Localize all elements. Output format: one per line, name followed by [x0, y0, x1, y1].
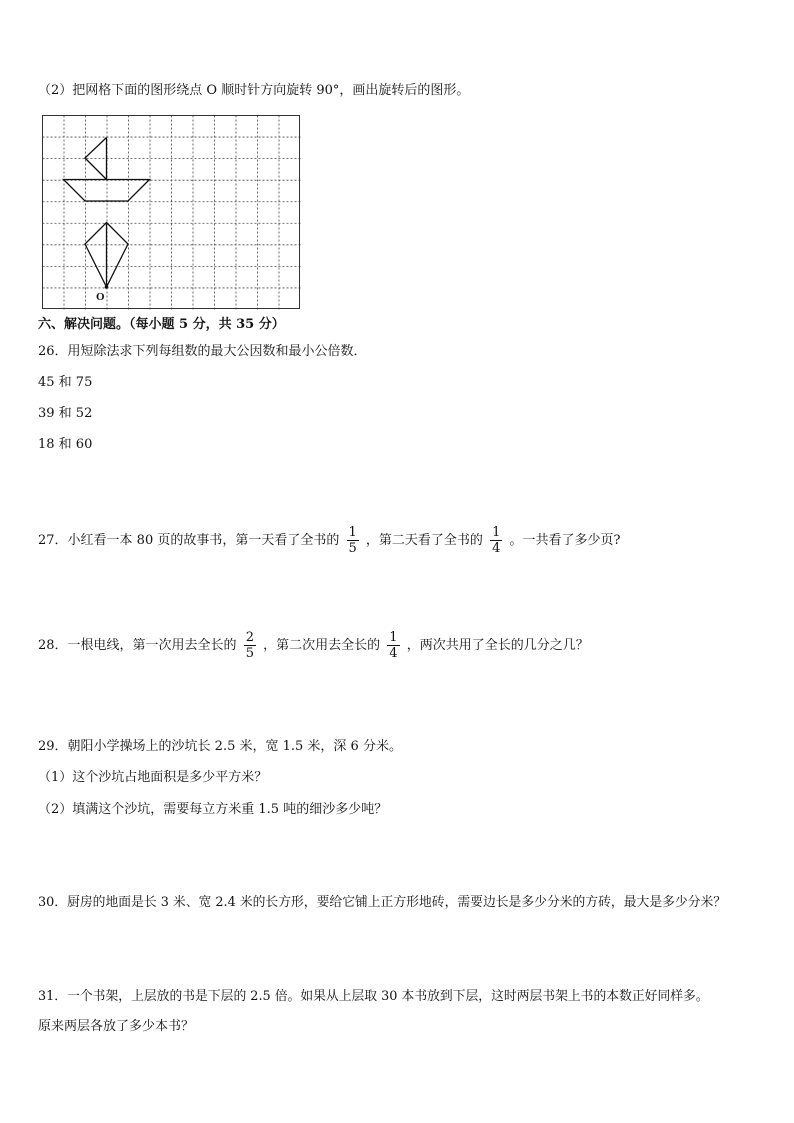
q27-part1: 27．小红看一本 80 页的故事书，第一天看了全书的 [38, 533, 340, 548]
q28-fraction-2 [387, 630, 399, 661]
q27-frac2-denominator: 4 [492, 541, 501, 556]
q28-frac2-denominator: 4 [389, 646, 398, 661]
q25-part2-text: （2）把网格下面的图形绕点 O 顺时针方向旋转 90°，画出旋转后的图形。 [38, 83, 470, 98]
q26-text: 26．用短除法求下列每组数的最大公因数和最小公倍数． [38, 344, 367, 359]
q28-fraction-1 [244, 630, 256, 661]
q27-question [38, 525, 620, 556]
q28-frac1-denominator: 5 [245, 646, 254, 661]
figure-kite [85, 223, 128, 288]
q28-frac1-numerator: 2 [245, 630, 254, 645]
q29-sub1: （1）这个沙坑占地面积是多少平方米？ [38, 770, 268, 785]
q28-part3: ，两次共用了全长的几分之几？ [406, 638, 589, 653]
q28-part2: ，第二次用去全长的 [263, 638, 381, 653]
q27-frac1-numerator: 1 [348, 525, 357, 540]
q26-pair-3: 18 和 60 [38, 437, 93, 452]
q27-part2: ，第二天看了全书的 [365, 533, 483, 548]
q30-text: 30．厨房的地面是长 3 米、宽 2.4 米的长方形，要给它铺上正方形地砖，需要边长是多少分米的方砖，最大是多少分米？ [38, 895, 727, 910]
q28-part1: 28．一根电线，第一次用去全长的 [38, 638, 237, 653]
boat-hull [64, 180, 150, 202]
q27-fraction-2 [490, 525, 502, 556]
q31-line2: 原来两层各放了多少本书？ [38, 1019, 195, 1034]
q29-sub2: （2）填满这个沙坑，需要每立方米重 1.5 吨的细沙多少吨？ [38, 802, 388, 817]
q27-fraction-1 [347, 525, 359, 556]
q26-pair-2: 39 和 52 [38, 406, 93, 421]
grid-border [43, 116, 300, 309]
rotation-grid [42, 115, 302, 315]
q26-pair-1: 45 和 75 [38, 375, 93, 390]
q28-question [38, 630, 589, 661]
section6-title: 六、解决问题。（每小题 5 分，共 35 分） [38, 317, 285, 332]
q28-frac2-numerator: 1 [389, 630, 398, 645]
q29-text: 29．朝阳小学操场上的沙坑长 2.5 米，宽 1.5 米，深 6 分米。 [38, 739, 402, 754]
point-o-dot [105, 285, 109, 289]
point-o-label: O [96, 291, 105, 303]
q31-line1: 31．一个书架，上层放的书是下层的 2.5 倍。如果从上层取 30 本书放到下层，这时两层书架上书的本数正好同样多。 [38, 989, 709, 1004]
figure-boat [64, 138, 150, 202]
q27-part3: 。一共看了多少页? [509, 533, 621, 548]
q27-frac2-numerator: 1 [492, 525, 501, 540]
q27-frac1-denominator: 5 [348, 541, 357, 556]
